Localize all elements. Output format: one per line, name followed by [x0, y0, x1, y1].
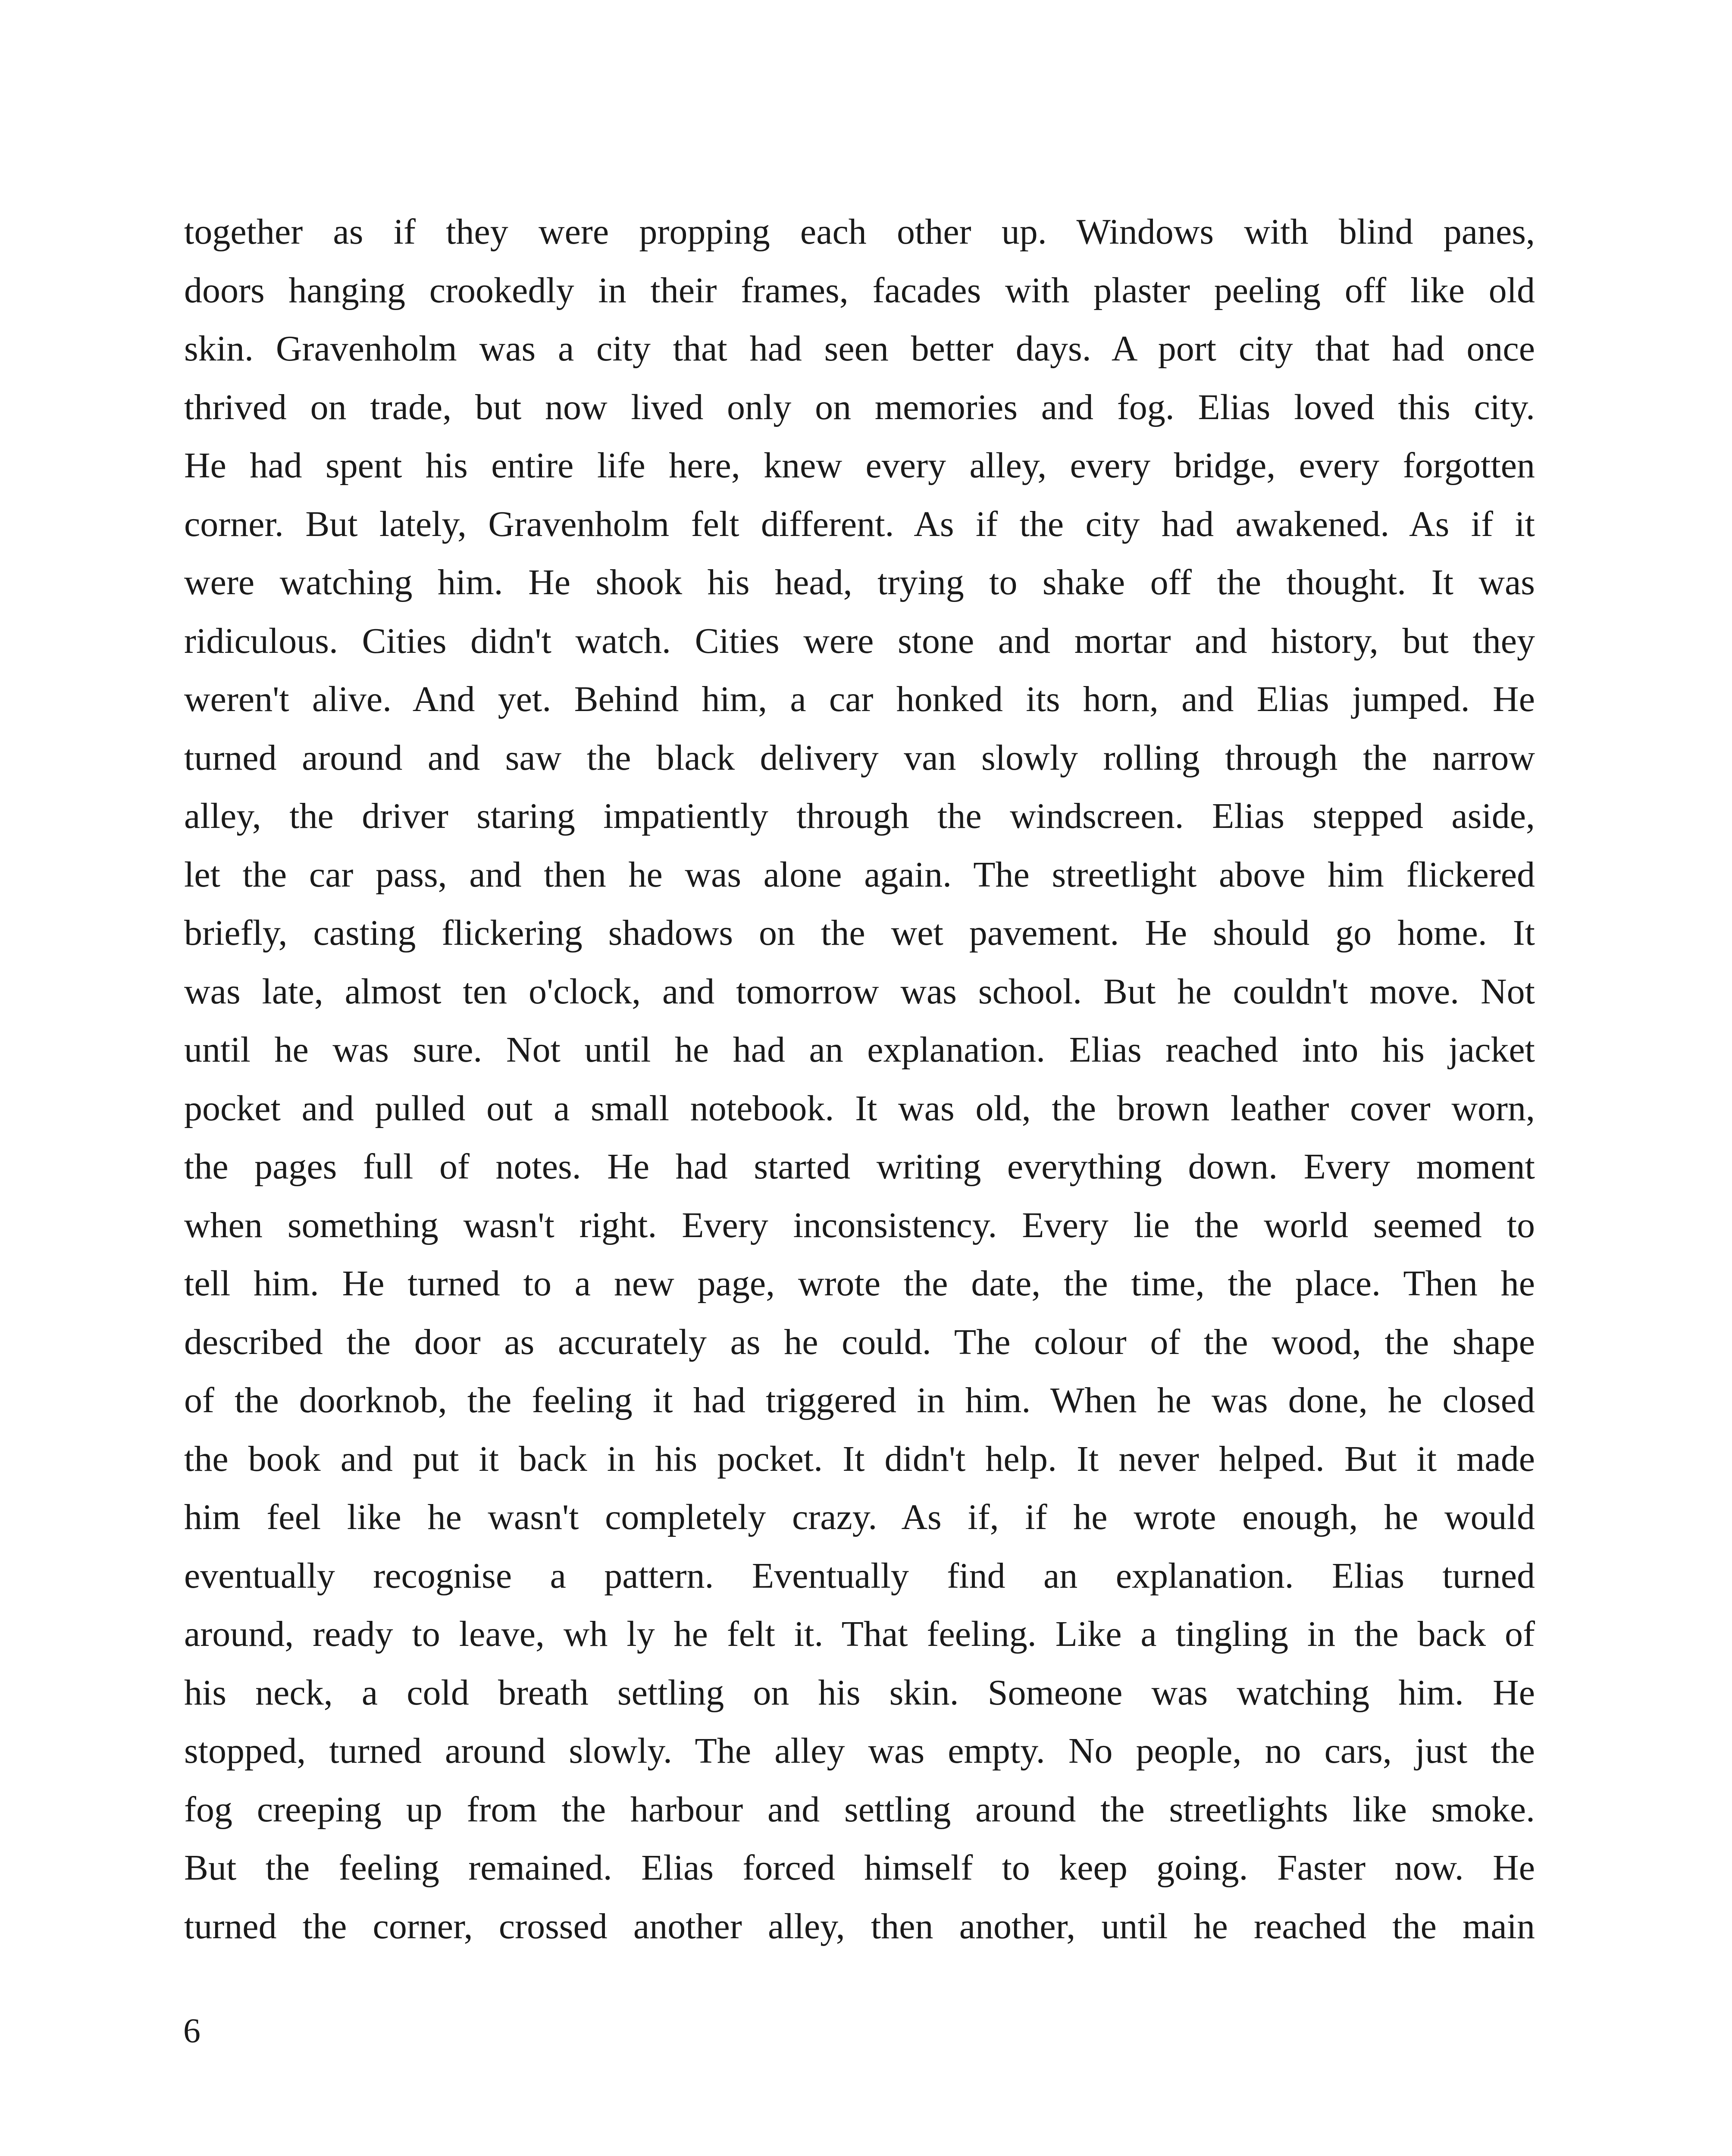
text-line: turned around and saw the black delivery van slowly rolling through the narrow	[184, 737, 1535, 778]
text-line: But the feeling remained. Elias forced himself to keep going. Faster now. He	[184, 1848, 1535, 1888]
text-line: fog creeping up from the harbour and settling around the streetlights like smoke.	[184, 1789, 1535, 1830]
text-line: weren't alive. And yet. Behind him, a car honked its horn, and Elias jumped. He	[184, 679, 1535, 719]
text-line: alley, the driver staring impatiently through the windscreen. Elias stepped aside,	[184, 796, 1535, 836]
text-line: stopped, turned around slowly. The alley was empty. No people, no cars, just the	[184, 1731, 1535, 1771]
text-line: together as if they were propping each other up. Windows with blind panes,	[184, 212, 1535, 252]
text-line: let the car pass, and then he was alone again. The streetlight above him flickered	[184, 854, 1535, 895]
text-line: of the doorknob, the feeling it had triggered in him. When he was done, he closed	[184, 1380, 1535, 1420]
text-line: until he was sure. Not until he had an explanation. Elias reached into his jacket	[184, 1030, 1535, 1070]
text-line: He had spent his entire life here, knew every alley, every bridge, every forgotten	[184, 445, 1535, 486]
text-line: skin. Gravenholm was a city that had seen better days. A port city that had once	[184, 329, 1535, 369]
text-line: briefly, casting flickering shadows on the wet pavement. He should go home. It	[184, 913, 1535, 953]
text-line: the book and put it back in his pocket. It didn't help. It never helped. But it made	[184, 1438, 1535, 1479]
text-line: pocket and pulled out a small notebook. It was old, the brown leather cover worn,	[184, 1088, 1535, 1128]
text-line: thrived on trade, but now lived only on memories and fog. Elias loved this city.	[184, 387, 1535, 427]
text-line: when something wasn't right. Every inconsistency. Every lie the world seemed to	[184, 1205, 1535, 1245]
text-line: corner. But lately, Gravenholm felt different. As if the city had awakened. As if it	[184, 504, 1535, 544]
text-line: his neck, a cold breath settling on his skin. Someone was watching him. He	[184, 1672, 1535, 1713]
text-line: ridiculous. Cities didn't watch. Cities were stone and mortar and history, but they	[184, 620, 1535, 661]
text-line: him feel like he wasn't completely crazy. As if, if he wrote enough, he would	[184, 1497, 1535, 1537]
text-line: around, ready to leave, wh ly he felt it. That feeling. Like a tingling in the back of	[184, 1614, 1535, 1654]
text-line: was late, almost ten o'clock, and tomorrow was school. But he couldn't move. Not	[184, 971, 1535, 1012]
text-line: were watching him. He shook his head, trying to shake off the thought. It was	[184, 562, 1535, 602]
page-number: 6	[183, 2012, 200, 2050]
text-line: eventually recognise a pattern. Eventually find an explanation. Elias turned	[184, 1555, 1535, 1596]
body-text	[184, 203, 1535, 1955]
text-line: tell him. He turned to a new page, wrote the date, the time, the place. Then he	[184, 1263, 1535, 1304]
text-line: the pages full of notes. He had started writing everything down. Every moment	[184, 1147, 1535, 1187]
text-line: doors hanging crookedly in their frames, facades with plaster peeling off like old	[184, 270, 1535, 310]
text-line: turned the corner, crossed another alley, then another, until he reached the main	[184, 1906, 1535, 1946]
text-line: described the door as accurately as he could. The colour of the wood, the shape	[184, 1322, 1535, 1362]
